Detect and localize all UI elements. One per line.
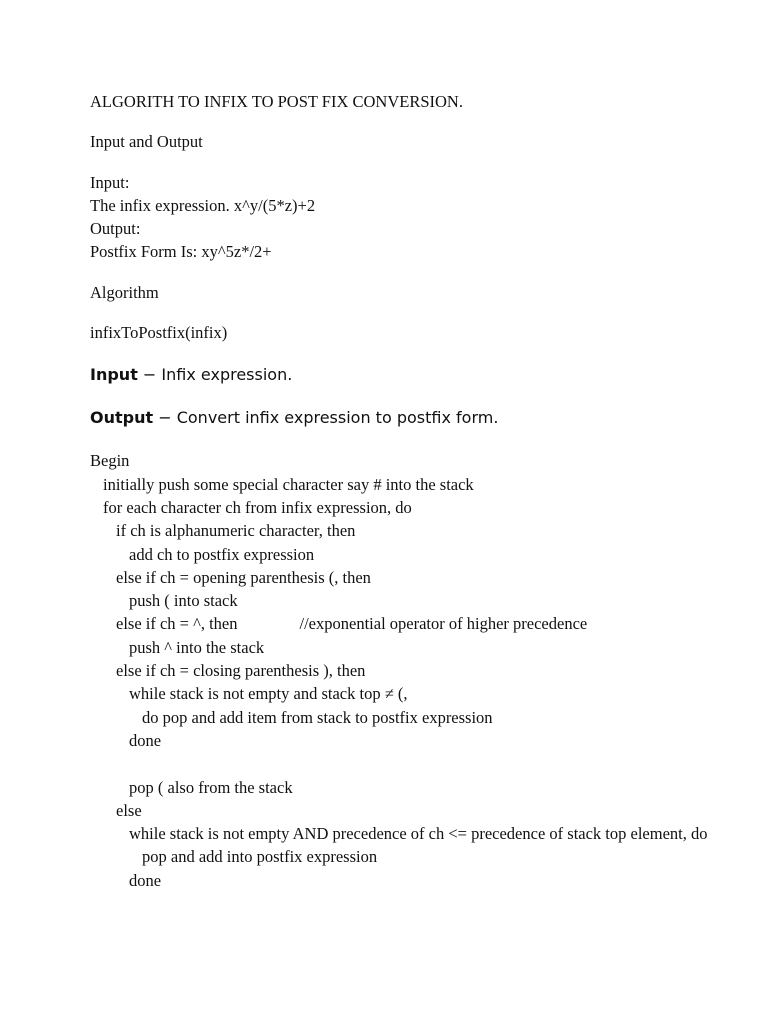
example-input-label: Input:	[90, 172, 130, 192]
code-line-if-alnum: if ch is alphanumeric character, then	[116, 521, 356, 541]
spec-input-text: Infix expression.	[161, 365, 293, 385]
code-while-precedence-text: while stack is not empty AND precedence of ch <= precedence of stack top element, do	[129, 824, 708, 844]
spec-output-line	[90, 405, 730, 431]
code-caret-comment: //exponential operator of higher precedence	[299, 614, 588, 634]
code-line-else: else	[116, 800, 142, 820]
function-signature: infixToPostfix(infix)	[90, 323, 228, 343]
code-line-for-each: for each character ch from infix expression, do	[103, 497, 412, 517]
document-title: ALGORITH TO INFIX TO POST FIX CONVERSION.	[90, 92, 463, 111]
code-line-pop-add: do pop and add item from stack to postfix expression	[142, 707, 493, 727]
code-line-done-1: done	[129, 730, 162, 750]
spec-output-label: Output	[90, 408, 154, 428]
spec-input-label: Input	[90, 365, 138, 385]
spec-input-dash: −	[137, 365, 162, 385]
document-page	[90, 90, 730, 892]
code-line-while-not-paren: while stack is not empty and stack top ≠ (,	[129, 684, 408, 704]
spec-output-dash: −	[153, 408, 177, 428]
code-line-push-paren: push ( into stack	[129, 591, 238, 611]
example-output-label: Output:	[90, 219, 141, 239]
code-line-elseif-close-paren: else if ch = closing parenthesis ), then	[116, 661, 366, 681]
example-input-value: The infix expression. x^y/(5*z)+2	[90, 195, 316, 215]
example-output-value: Postfix Form Is: xy^5z*/2+	[90, 242, 272, 262]
code-caret-condition: else if ch = ^, then	[116, 614, 238, 634]
code-line-begin: Begin	[90, 451, 130, 471]
code-line-init-push: initially push some special character say # into the stack	[103, 474, 474, 494]
code-line-push-caret: push ^ into the stack	[129, 637, 265, 657]
io-heading: Input and Output	[90, 132, 203, 152]
code-line-add-postfix: add ch to postfix expression	[129, 544, 315, 564]
code-line-while-precedence	[90, 822, 730, 845]
code-line-done-2: done	[129, 870, 162, 890]
spec-output-text: Convert infix expression to postfix form.	[176, 408, 499, 428]
spec-input-line	[90, 362, 730, 388]
code-line-elseif-caret	[90, 612, 730, 635]
code-line-pop-paren: pop ( also from the stack	[129, 777, 293, 797]
code-line-pop-into-postfix: pop and add into postfix expression	[142, 847, 378, 867]
algorithm-heading: Algorithm	[90, 282, 159, 302]
code-line-elseif-open-paren: else if ch = opening parenthesis (, then	[116, 567, 371, 587]
